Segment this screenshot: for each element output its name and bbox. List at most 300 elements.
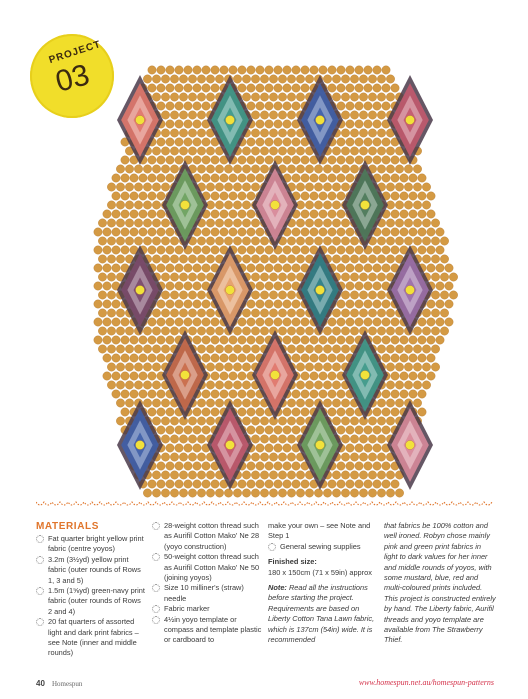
yoyo — [175, 282, 183, 290]
yoyo — [175, 120, 183, 128]
yoyo — [247, 156, 255, 164]
yoyo — [143, 327, 151, 335]
yoyo — [188, 273, 196, 281]
yoyo — [184, 66, 192, 74]
yoyo — [229, 390, 237, 398]
yoyo — [112, 372, 120, 380]
yoyo — [382, 102, 390, 110]
yoyo — [377, 165, 385, 173]
yoyo — [274, 462, 282, 470]
yoyo — [224, 183, 232, 191]
yoyo — [157, 318, 165, 326]
yoyo — [310, 174, 318, 182]
yoyo — [400, 354, 408, 362]
yoyo — [382, 228, 390, 236]
yoyo — [215, 345, 223, 353]
yoyo — [170, 417, 178, 425]
yoyo — [319, 336, 327, 344]
yoyo — [260, 273, 268, 281]
yoyo — [161, 417, 169, 425]
yoyo — [112, 174, 120, 182]
yoyo — [107, 363, 115, 371]
yoyo — [125, 363, 133, 371]
yoyo — [233, 201, 241, 209]
checkbox-bullet-icon — [152, 605, 160, 613]
yoyo — [188, 255, 196, 263]
yoyo — [143, 237, 151, 245]
yoyo — [134, 363, 142, 371]
yoyo — [355, 426, 363, 434]
yoyo — [332, 147, 340, 155]
yoyo — [332, 327, 340, 335]
yoyo — [247, 210, 255, 218]
yoyo — [256, 84, 264, 92]
yoyo — [445, 318, 453, 326]
yoyo — [346, 102, 354, 110]
yoyo — [346, 408, 354, 416]
yoyo — [350, 471, 358, 479]
yoyo — [206, 399, 214, 407]
yoyo — [152, 471, 160, 479]
yoyo — [404, 183, 412, 191]
yoyo — [161, 345, 169, 353]
yoyo — [337, 138, 345, 146]
yoyo — [152, 219, 160, 227]
yoyo — [427, 354, 435, 362]
materials-col-3 — [268, 521, 378, 645]
yoyo — [373, 66, 381, 74]
yoyo — [305, 75, 313, 83]
yoyo — [301, 66, 309, 74]
yoyo — [220, 354, 228, 362]
yoyo — [328, 480, 336, 488]
yoyo — [161, 147, 169, 155]
yoyo — [206, 75, 214, 83]
yoyo — [170, 471, 178, 479]
yoyo — [296, 363, 304, 371]
centre-yoyo — [136, 441, 145, 450]
yoyo — [328, 66, 336, 74]
yoyo — [256, 462, 264, 470]
material-item-text: General sewing supplies — [280, 541, 361, 551]
yoyo — [377, 453, 385, 461]
yoyo — [386, 237, 394, 245]
yoyo — [197, 345, 205, 353]
yoyo — [125, 399, 133, 407]
yoyo — [247, 480, 255, 488]
yoyo — [265, 84, 273, 92]
yoyo — [314, 219, 322, 227]
yoyo — [391, 480, 399, 488]
yoyo — [319, 66, 327, 74]
yoyo — [413, 327, 421, 335]
yoyo — [278, 75, 286, 83]
yoyo — [337, 66, 345, 74]
yoyo — [125, 327, 133, 335]
material-item — [152, 552, 264, 583]
yoyo — [287, 471, 295, 479]
yoyo — [400, 210, 408, 218]
yoyo — [301, 480, 309, 488]
yoyo — [242, 147, 250, 155]
yoyo — [323, 489, 331, 497]
yoyo — [247, 174, 255, 182]
yoyo — [337, 462, 345, 470]
yoyo — [332, 219, 340, 227]
yoyo — [400, 228, 408, 236]
yoyo — [382, 354, 390, 362]
yoyo — [157, 174, 165, 182]
yoyo — [157, 84, 165, 92]
yoyo — [143, 381, 151, 389]
yoyo — [382, 408, 390, 416]
yoyo — [242, 309, 250, 317]
yoyo — [152, 489, 160, 497]
yoyo — [377, 93, 385, 101]
yoyo — [359, 435, 367, 443]
yoyo — [364, 426, 372, 434]
yoyo — [112, 210, 120, 218]
yoyo — [161, 183, 169, 191]
yoyo — [175, 246, 183, 254]
yoyo — [166, 84, 174, 92]
yoyo — [121, 336, 129, 344]
yoyo — [368, 255, 376, 263]
yoyo — [314, 381, 322, 389]
yoyo — [332, 93, 340, 101]
yoyo — [247, 84, 255, 92]
yoyo — [251, 435, 259, 443]
yoyo — [265, 462, 273, 470]
yoyo — [391, 354, 399, 362]
yoyo — [436, 264, 444, 272]
yoyo — [175, 264, 183, 272]
yoyo — [152, 75, 160, 83]
yoyo — [157, 300, 165, 308]
yoyo — [341, 75, 349, 83]
centre-yoyo — [136, 116, 145, 125]
yoyo — [125, 345, 133, 353]
yoyo — [355, 102, 363, 110]
yoyo — [373, 120, 381, 128]
yoyo — [260, 291, 268, 299]
yoyo — [197, 165, 205, 173]
yoyo — [260, 309, 268, 317]
yoyo — [103, 210, 111, 218]
yoyo — [170, 327, 178, 335]
yoyo — [341, 327, 349, 335]
yoyo — [323, 165, 331, 173]
yoyo — [292, 84, 300, 92]
material-item — [152, 615, 264, 646]
yoyo — [364, 84, 372, 92]
yoyo — [193, 462, 201, 470]
yoyo — [197, 129, 205, 137]
yoyo — [247, 138, 255, 146]
yoyo — [247, 336, 255, 344]
yoyo — [382, 300, 390, 308]
yoyo — [341, 417, 349, 425]
yoyo — [346, 480, 354, 488]
yoyo — [377, 399, 385, 407]
yoyo — [382, 264, 390, 272]
yoyo — [233, 381, 241, 389]
yoyo — [103, 336, 111, 344]
yoyo — [391, 84, 399, 92]
yoyo — [175, 66, 183, 74]
yoyo — [265, 156, 273, 164]
material-item-text: 4½in yoyo template or compass and template plastic or cardboard to — [164, 614, 262, 645]
yoyo — [166, 300, 174, 308]
yoyo — [368, 75, 376, 83]
yoyo — [265, 264, 273, 272]
yoyo — [143, 75, 151, 83]
yoyo — [251, 399, 259, 407]
yoyo — [346, 300, 354, 308]
yoyo — [355, 444, 363, 452]
yoyo — [116, 183, 124, 191]
yoyo — [278, 93, 286, 101]
yoyo — [179, 453, 187, 461]
yoyo — [170, 165, 178, 173]
yoyo — [287, 75, 295, 83]
yoyo — [224, 219, 232, 227]
yoyo — [422, 327, 430, 335]
yoyo — [98, 219, 106, 227]
yoyo — [292, 264, 300, 272]
checkbox-bullet-icon — [152, 584, 160, 592]
yoyo — [193, 66, 201, 74]
yoyo — [409, 372, 417, 380]
yoyo — [346, 228, 354, 236]
yoyo — [157, 66, 165, 74]
yoyo — [382, 174, 390, 182]
yoyo — [301, 84, 309, 92]
yoyo — [328, 192, 336, 200]
yoyo — [427, 372, 435, 380]
yoyo — [202, 264, 210, 272]
yoyo — [247, 318, 255, 326]
yoyo — [310, 210, 318, 218]
yoyo — [202, 336, 210, 344]
yoyo — [373, 156, 381, 164]
yoyo — [238, 228, 246, 236]
yoyo — [283, 408, 291, 416]
yoyo — [292, 354, 300, 362]
yoyo — [161, 453, 169, 461]
yoyo — [170, 129, 178, 137]
yoyo — [382, 66, 390, 74]
yoyo — [197, 291, 205, 299]
yoyo — [260, 93, 268, 101]
centre-yoyo — [361, 371, 370, 380]
yoyo — [418, 354, 426, 362]
yoyo — [274, 84, 282, 92]
yoyo — [139, 210, 147, 218]
yoyo — [130, 228, 138, 236]
yoyo — [197, 471, 205, 479]
yoyo — [391, 228, 399, 236]
yoyo — [391, 372, 399, 380]
yoyo — [125, 381, 133, 389]
yoyo — [373, 336, 381, 344]
yoyo — [341, 93, 349, 101]
yoyo — [256, 318, 264, 326]
yoyo — [206, 417, 214, 425]
website-link[interactable]: www.homespun.net.au/homespun-patterns — [358, 678, 494, 687]
yoyo — [247, 300, 255, 308]
yoyo — [359, 75, 367, 83]
yoyo — [247, 408, 255, 416]
yoyo — [157, 426, 165, 434]
materials-section — [0, 521, 528, 671]
yoyo — [346, 120, 354, 128]
yoyo — [350, 453, 358, 461]
yoyo — [179, 129, 187, 137]
centre-yoyo — [316, 441, 325, 450]
yoyo — [395, 327, 403, 335]
yoyo — [337, 192, 345, 200]
yoyo — [166, 246, 174, 254]
material-item-text: 20 fat quarters of assorted light and dark print fabrics – see Note (inner and middle rounds) — [48, 617, 139, 658]
yoyo — [346, 174, 354, 182]
yoyo — [229, 336, 237, 344]
yoyo — [148, 210, 156, 218]
yoyo — [265, 300, 273, 308]
yoyo — [116, 417, 124, 425]
yoyo — [193, 426, 201, 434]
yoyo — [422, 309, 430, 317]
yoyo — [143, 345, 151, 353]
yoyo — [260, 129, 268, 137]
yoyo — [431, 255, 439, 263]
yoyo — [211, 156, 219, 164]
centre-yoyo — [136, 286, 145, 295]
centre-yoyo — [316, 116, 325, 125]
yoyo — [332, 237, 340, 245]
yoyo — [350, 273, 358, 281]
yoyo — [436, 300, 444, 308]
yoyo — [121, 246, 129, 254]
yoyo — [170, 255, 178, 263]
materials-heading: MATERIALS — [36, 521, 99, 532]
yoyo — [337, 156, 345, 164]
yoyo — [139, 174, 147, 182]
yoyo — [274, 300, 282, 308]
yoyo — [305, 399, 313, 407]
yoyo — [148, 372, 156, 380]
yoyo — [161, 165, 169, 173]
material-item-text: Fat quarter bright yellow print fabric (centre yoyos) — [48, 534, 144, 554]
yoyo — [269, 255, 277, 263]
yoyo — [161, 471, 169, 479]
page-number: 40 — [36, 679, 45, 688]
yoyo — [166, 228, 174, 236]
yoyo — [269, 489, 277, 497]
checkbox-bullet-icon — [268, 543, 276, 551]
yoyo — [202, 102, 210, 110]
yoyo — [440, 327, 448, 335]
yoyo — [301, 174, 309, 182]
yoyo — [319, 354, 327, 362]
yoyo — [368, 309, 376, 317]
yoyo — [386, 93, 394, 101]
yoyo — [215, 363, 223, 371]
yoyo — [170, 147, 178, 155]
yoyo — [377, 273, 385, 281]
yoyo — [283, 264, 291, 272]
yoyo — [377, 75, 385, 83]
yoyo — [251, 453, 259, 461]
yoyo — [265, 444, 273, 452]
yoyo — [328, 390, 336, 398]
yoyo — [391, 390, 399, 398]
yoyo — [409, 390, 417, 398]
yoyo — [233, 183, 241, 191]
yoyo — [292, 408, 300, 416]
yoyo — [359, 273, 367, 281]
yoyo — [211, 390, 219, 398]
yoyo — [148, 336, 156, 344]
yoyo — [206, 219, 214, 227]
yoyo — [116, 237, 124, 245]
yoyo — [121, 408, 129, 416]
yoyo — [391, 246, 399, 254]
yoyo — [373, 408, 381, 416]
yoyo — [166, 462, 174, 470]
centre-yoyo — [271, 371, 280, 380]
yoyo — [409, 210, 417, 218]
yoyo — [211, 192, 219, 200]
yoyo — [211, 210, 219, 218]
yoyo — [170, 237, 178, 245]
yoyo — [377, 417, 385, 425]
badge-label: PROJECT — [47, 38, 103, 67]
yoyo — [386, 345, 394, 353]
yoyo — [296, 75, 304, 83]
yoyo — [346, 444, 354, 452]
yoyo — [395, 165, 403, 173]
yoyo — [179, 75, 187, 83]
yoyo — [305, 183, 313, 191]
yoyo — [382, 156, 390, 164]
yoyo — [400, 336, 408, 344]
yoyo — [391, 210, 399, 218]
yoyo — [202, 174, 210, 182]
yoyo — [413, 345, 421, 353]
yoyo — [148, 174, 156, 182]
yoyo — [188, 417, 196, 425]
yoyo — [238, 156, 246, 164]
yoyo — [386, 471, 394, 479]
yoyo — [116, 219, 124, 227]
yoyo — [98, 237, 106, 245]
yoyo — [112, 300, 120, 308]
yoyo — [175, 156, 183, 164]
yoyo — [242, 327, 250, 335]
yoyo — [283, 66, 291, 74]
yoyo — [148, 354, 156, 362]
yoyo — [382, 84, 390, 92]
yoyo — [107, 255, 115, 263]
material-item — [36, 555, 146, 586]
yoyo — [350, 309, 358, 317]
yoyo — [418, 318, 426, 326]
yoyo — [161, 219, 169, 227]
yoyo — [251, 129, 259, 137]
yoyo — [350, 147, 358, 155]
note-label: Note: — [268, 583, 287, 593]
